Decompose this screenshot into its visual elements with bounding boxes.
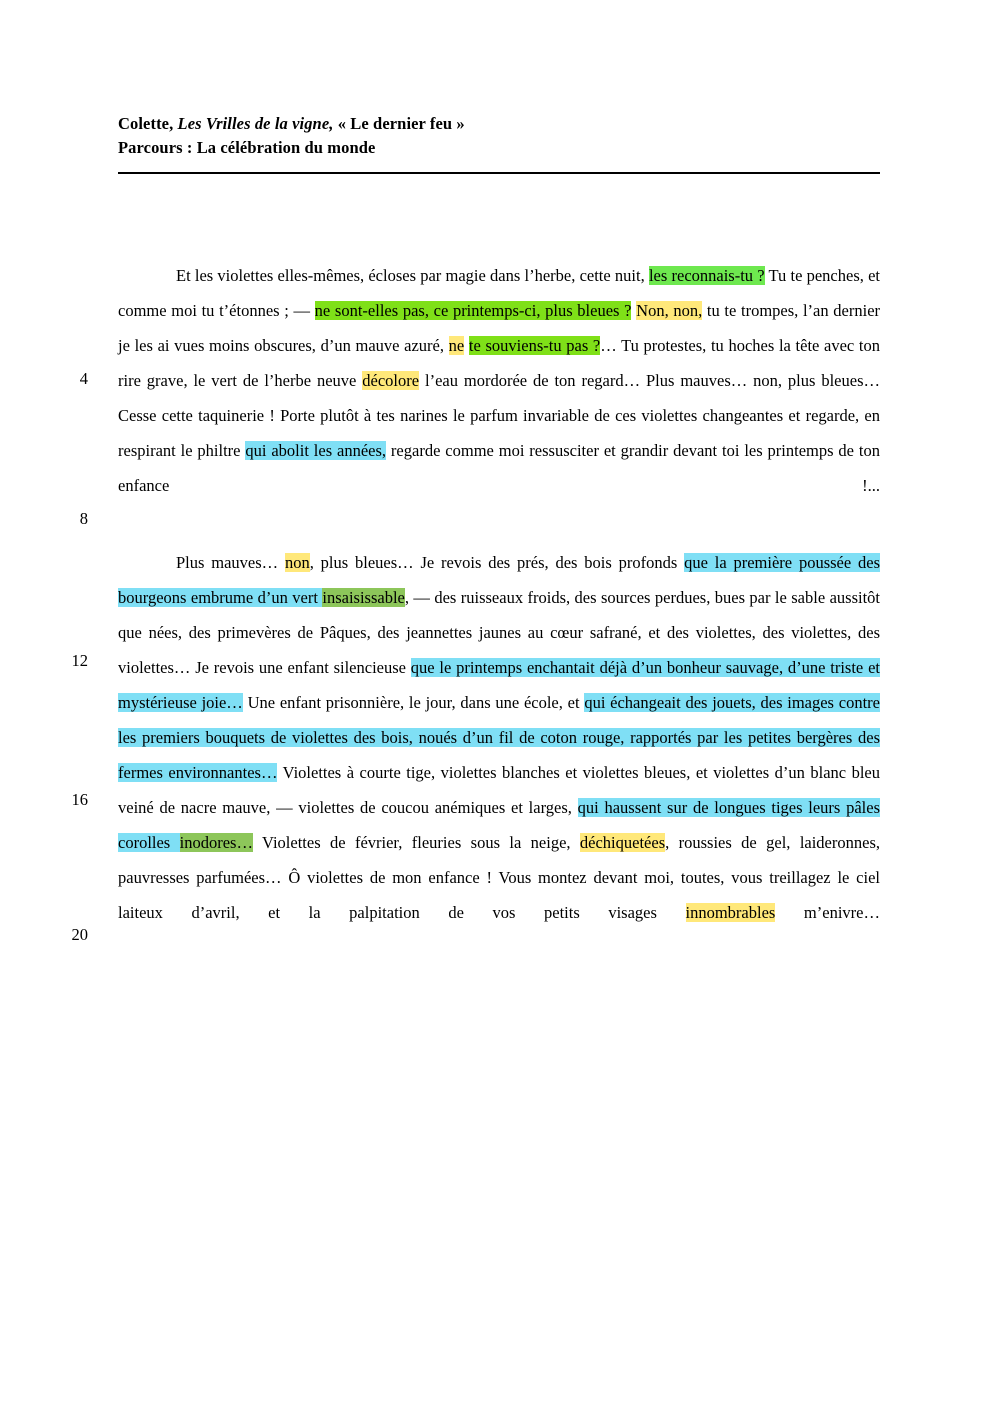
highlighted-text-cyan: qui échangeait des jouets, des images contre les premiers bouquets de violettes des bois, noués d’un fil de coton rouge, rapportés par les petites bergères des fermes environnantes…	[118, 693, 880, 782]
text-run: Et les violettes elles-mêmes, écloses par magie dans l’herbe, cette nuit,	[176, 266, 649, 285]
paragraph-2	[118, 545, 880, 965]
text-run: Tu te penches, et comme moi tu t’étonnes ; —	[118, 266, 880, 320]
highlighted-text-green2: ne sont-elles pas, ce printemps-ci, plus bleues ?	[314, 301, 632, 320]
line-number: 16	[71, 790, 88, 809]
text-run: l’eau mordorée de ton regard… Plus mauves… non, plus bleues… Cesse cette taquinerie ! Porte plutôt à tes narines le parfum invariable de ces violettes changeantes et regarde, en respirant le philtre	[118, 371, 880, 460]
line-number: 12	[71, 651, 88, 670]
highlighted-text-cyan: qui haussent sur de longues tiges leurs pâles corolles	[118, 798, 880, 852]
text-run: Violettes de février, fleuries sous la neige,	[252, 833, 580, 852]
highlighted-text-olive: insaisissable	[322, 588, 405, 607]
text-run: , plus bleues… Je revois des prés, des bois profonds	[309, 553, 685, 572]
line-number: 8	[79, 509, 88, 528]
text-run: Une enfant prisonnière, le jour, dans une école, et	[242, 693, 585, 712]
paragraph-1	[118, 258, 880, 538]
highlighted-text-yellow: innombrables	[685, 903, 776, 922]
highlighted-text-yellow: Non, non,	[636, 301, 703, 320]
header-title-line-1	[118, 112, 880, 136]
text-run: Plus mauves…	[176, 553, 285, 572]
document-body	[118, 258, 880, 965]
highlighted-text-cyan: que le printemps enchantait déjà d’un bonheur sauvage, d’une triste et mystérieuse joie…	[118, 658, 880, 712]
header-title-suffix: « Le dernier feu »	[333, 114, 465, 133]
highlighted-text-yellow: déchiquetées	[579, 833, 666, 852]
highlighted-text-yellow: décolore	[362, 371, 420, 390]
line-number: 4	[79, 369, 88, 388]
line-number: 20	[71, 925, 88, 944]
highlighted-text-cyan: qui abolit les années,	[245, 441, 387, 460]
text-run: tu te trompes, l’an dernier je les ai vues moins obscures, d’un mauve azuré,	[118, 301, 881, 355]
text-run: , — des ruisseaux froids, des sources perdues, bues par le sable aussitôt que nées, des primevères de Pâques, des jeannettes jaunes au cœur safrané, et des violettes, des violettes, des violettes… Je revois une enfant silencieuse	[118, 588, 880, 677]
header-divider	[118, 172, 880, 174]
text-run: regarde comme moi ressusciter et grandir devant toi les printemps de ton enfance !...	[118, 441, 880, 495]
header-title-italic: Les Vrilles de la vigne,	[177, 114, 334, 133]
header-subtitle: Parcours : La célébration du monde	[118, 138, 376, 157]
highlighted-text-cyan: que la première poussée des bourgeons embrume d’un vert	[118, 553, 880, 607]
document-header	[118, 112, 880, 160]
highlighted-text-yellow: ne	[448, 336, 465, 355]
text-run: … Tu protestes, tu hoches la tête avec ton rire grave, le vert de l’herbe neuve	[118, 336, 880, 390]
highlighted-text-green: les reconnais-tu ?	[648, 266, 765, 285]
highlighted-text-yellow: non	[284, 553, 310, 572]
highlighted-text-olive: inodores…	[179, 833, 253, 852]
text-run: , roussies de gel, laideronnes, pauvresses parfumées… Ô violettes de mon enfance ! Vous montez devant moi, toutes, vous treillagez le ciel laiteux d’avril, et la palpitation de vos petits visages	[118, 833, 880, 922]
text-run: Violettes à courte tige, violettes blanches et violettes bleues, et violettes d’un blanc bleu veiné de nacre mauve, — violettes de coucou anémiques et larges,	[118, 763, 880, 817]
highlighted-text-green2: te souviens-tu pas ?	[468, 336, 601, 355]
header-title-prefix: Colette,	[118, 114, 178, 133]
text-run: m’enivre…	[775, 903, 880, 922]
